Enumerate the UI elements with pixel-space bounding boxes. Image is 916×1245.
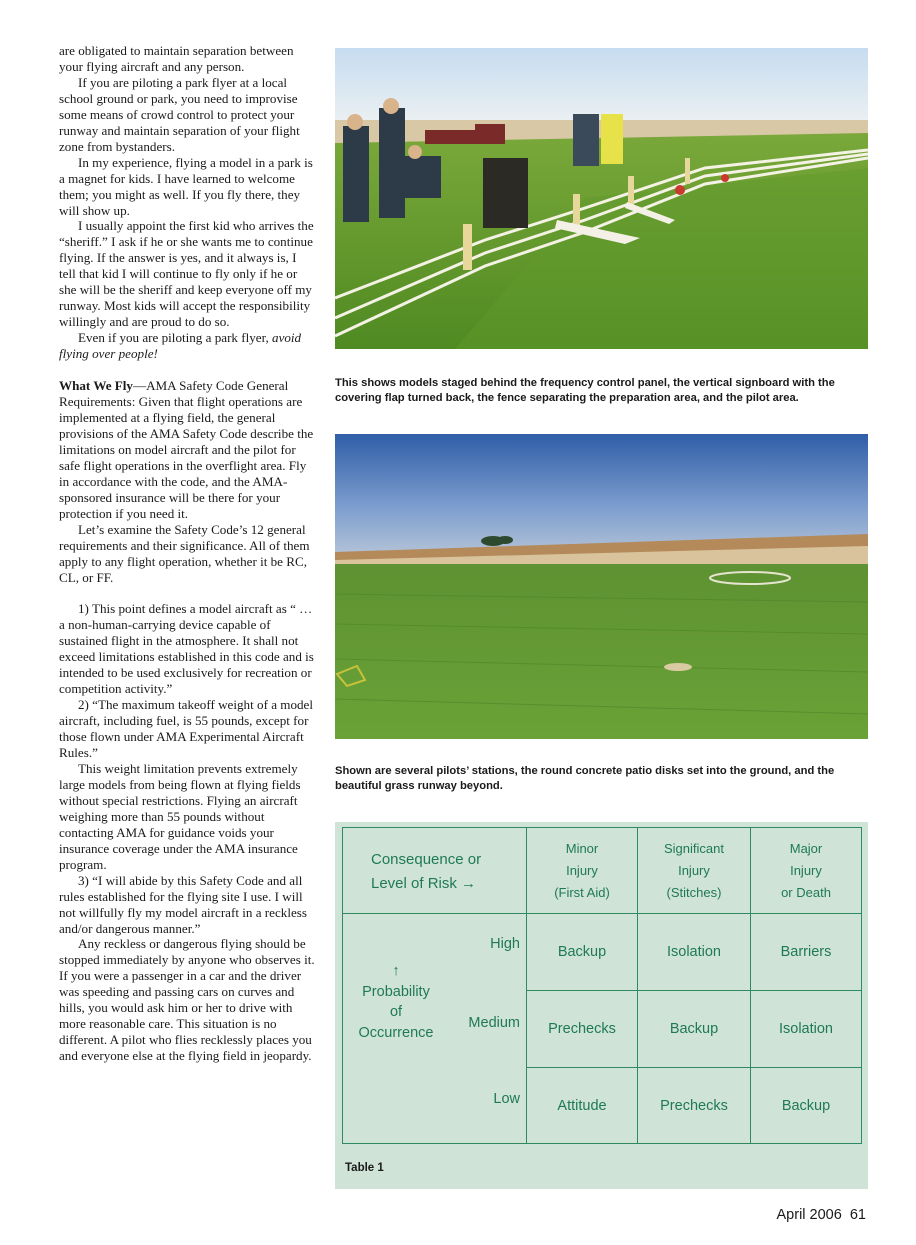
section-heading: What We Fly [59, 378, 133, 394]
table-label: Table 1 [345, 1162, 384, 1174]
paragraph-text: Even if you are piloting a park flyer, [78, 330, 269, 346]
photo1-caption: This shows models staged behind the frequency control panel, the vertical signboard with the covering flap turned back, the fence separating the preparation area, and the pilot area. [335, 377, 835, 404]
risk-table-panel [335, 822, 868, 1189]
paragraph: This weight limitation prevents extremely large models from being flown at flying fields without special restrictions. Flying an aircraft weighing more than 55 pounds without contacting AMA for guidance voids your insurance coverage under the AMA insurance program. [59, 760, 301, 872]
paragraph: 1) This point defines a model aircraft as “ … a non-human-carrying device capable of sustained flight in the atmosphere. It shall not exceed limitations established in this code and is intended to be used exclusively for recreation or competition activity.” [59, 601, 314, 697]
probability-line: Occurrence [358, 1024, 434, 1041]
paragraph: Any reckless or dangerous flying should be stopped immediately by anyone who observes it. If you were a passenger in a car and the driver was speeding and passing cars on curves and hills, you would ask him or her to drive with more reasonable care. This situation is no different. A pilot who flies recklessly places you and everyone else at the flying field in jeopardy. [59, 936, 315, 1064]
header-line: Injury [790, 862, 822, 878]
row-label-medium: Medium [468, 1015, 520, 1031]
paragraph: If you are piloting a park flyer at a local school ground or park, you need to improvise some means of crowd control to protect your runway and maintain separation of your flight zone from bystanders. [59, 74, 300, 154]
corner-line: Level of Risk → [371, 875, 477, 892]
paragraph: are obligated to maintain separation between your flying aircraft and any person. [59, 43, 294, 74]
photo-grass-runway [335, 434, 868, 739]
up-arrow-icon: ↑ [392, 963, 400, 979]
probability-line: Probability [362, 983, 430, 1000]
table-corner-cell [342, 827, 527, 914]
table-cell: Isolation [750, 990, 862, 1068]
table-cell: Backup [526, 913, 638, 991]
paragraph: In my experience, flying a model in a park is a magnet for kids. I have learned to welcome them; you might as well. If you fly there, they will show up. [59, 154, 313, 218]
corner-label [371, 848, 481, 896]
probability-line: of [389, 1004, 403, 1020]
table-cell: Backup [750, 1067, 862, 1144]
column-header-significant [637, 827, 751, 914]
page-folio: April 2006 61 [776, 1207, 866, 1223]
header-line: Injury [566, 862, 598, 878]
header-line: Major [789, 840, 823, 856]
header-line: Injury [678, 862, 710, 878]
table-cell: Prechecks [526, 990, 638, 1068]
table-cell: Barriers [750, 913, 862, 991]
probability-label [355, 961, 437, 1043]
photo2-caption: Shown are several pilots’ stations, the round concrete patio disks set into the ground, and the beautiful grass runway beyond. [335, 765, 835, 792]
section-paragraph [59, 378, 315, 522]
photo-field-preparation-area [335, 48, 868, 349]
header-line: Significant [664, 840, 724, 856]
table-cell: Prechecks [637, 1067, 751, 1144]
row-label-low: Low [493, 1091, 520, 1107]
row-label-high: High [490, 936, 520, 952]
header-line: Minor [565, 840, 599, 856]
column-header-major [750, 827, 862, 914]
risk-table [342, 827, 861, 1143]
paragraph [59, 330, 315, 362]
article-column [59, 43, 315, 1064]
header-line: or Death [781, 884, 831, 900]
emphasis-text: avoid flying over people! [59, 330, 302, 362]
paragraph: 3) “I will abide by this Safety Code and all rules established for the flying site I use. I will not willfully fly my model aircraft in a reckless and/or dangerous manner.” [59, 872, 307, 936]
paragraph-text: —AMA Safety Code General Requirements: Given that flight operations are implemented at a flying field, the general provisions of the AMA Safety Code describe the limitations on model aircraft and the pilot for safe flight operations in the overflight area. Fly in accordance with the code, and the AMA-sponsored insurance will be there for your protection if you need it. [59, 378, 314, 521]
corner-line: Consequence or [371, 851, 482, 868]
header-line: (Stitches) [666, 884, 722, 900]
paragraph: 2) “The maximum takeoff weight of a model aircraft, including fuel, is 55 pounds, except for those flown under AMA Experimental Aircraft Rules.” [59, 697, 314, 761]
header-line: (First Aid) [554, 884, 610, 900]
table-cell: Attitude [526, 1067, 638, 1144]
table-cell: Isolation [637, 913, 751, 991]
table-cell: Backup [637, 990, 751, 1068]
paragraph: I usually appoint the first kid who arrives the “sheriff.” I ask if he or she wants me to continue flying. If the answer is yes, and it always is, I tell that kid I will continue to fly only if he or she will be the sheriff and keep everyone off my runway. Most kids will accept the responsibility willingly and are proud to do so. [59, 218, 314, 330]
paragraph: Let’s examine the Safety Code’s 12 general requirements and their significance. All of them apply to any flight operation, whether it be RC, CL, or FF. [59, 521, 310, 585]
probability-axis-cell [342, 913, 527, 1144]
column-header-minor [526, 827, 638, 914]
